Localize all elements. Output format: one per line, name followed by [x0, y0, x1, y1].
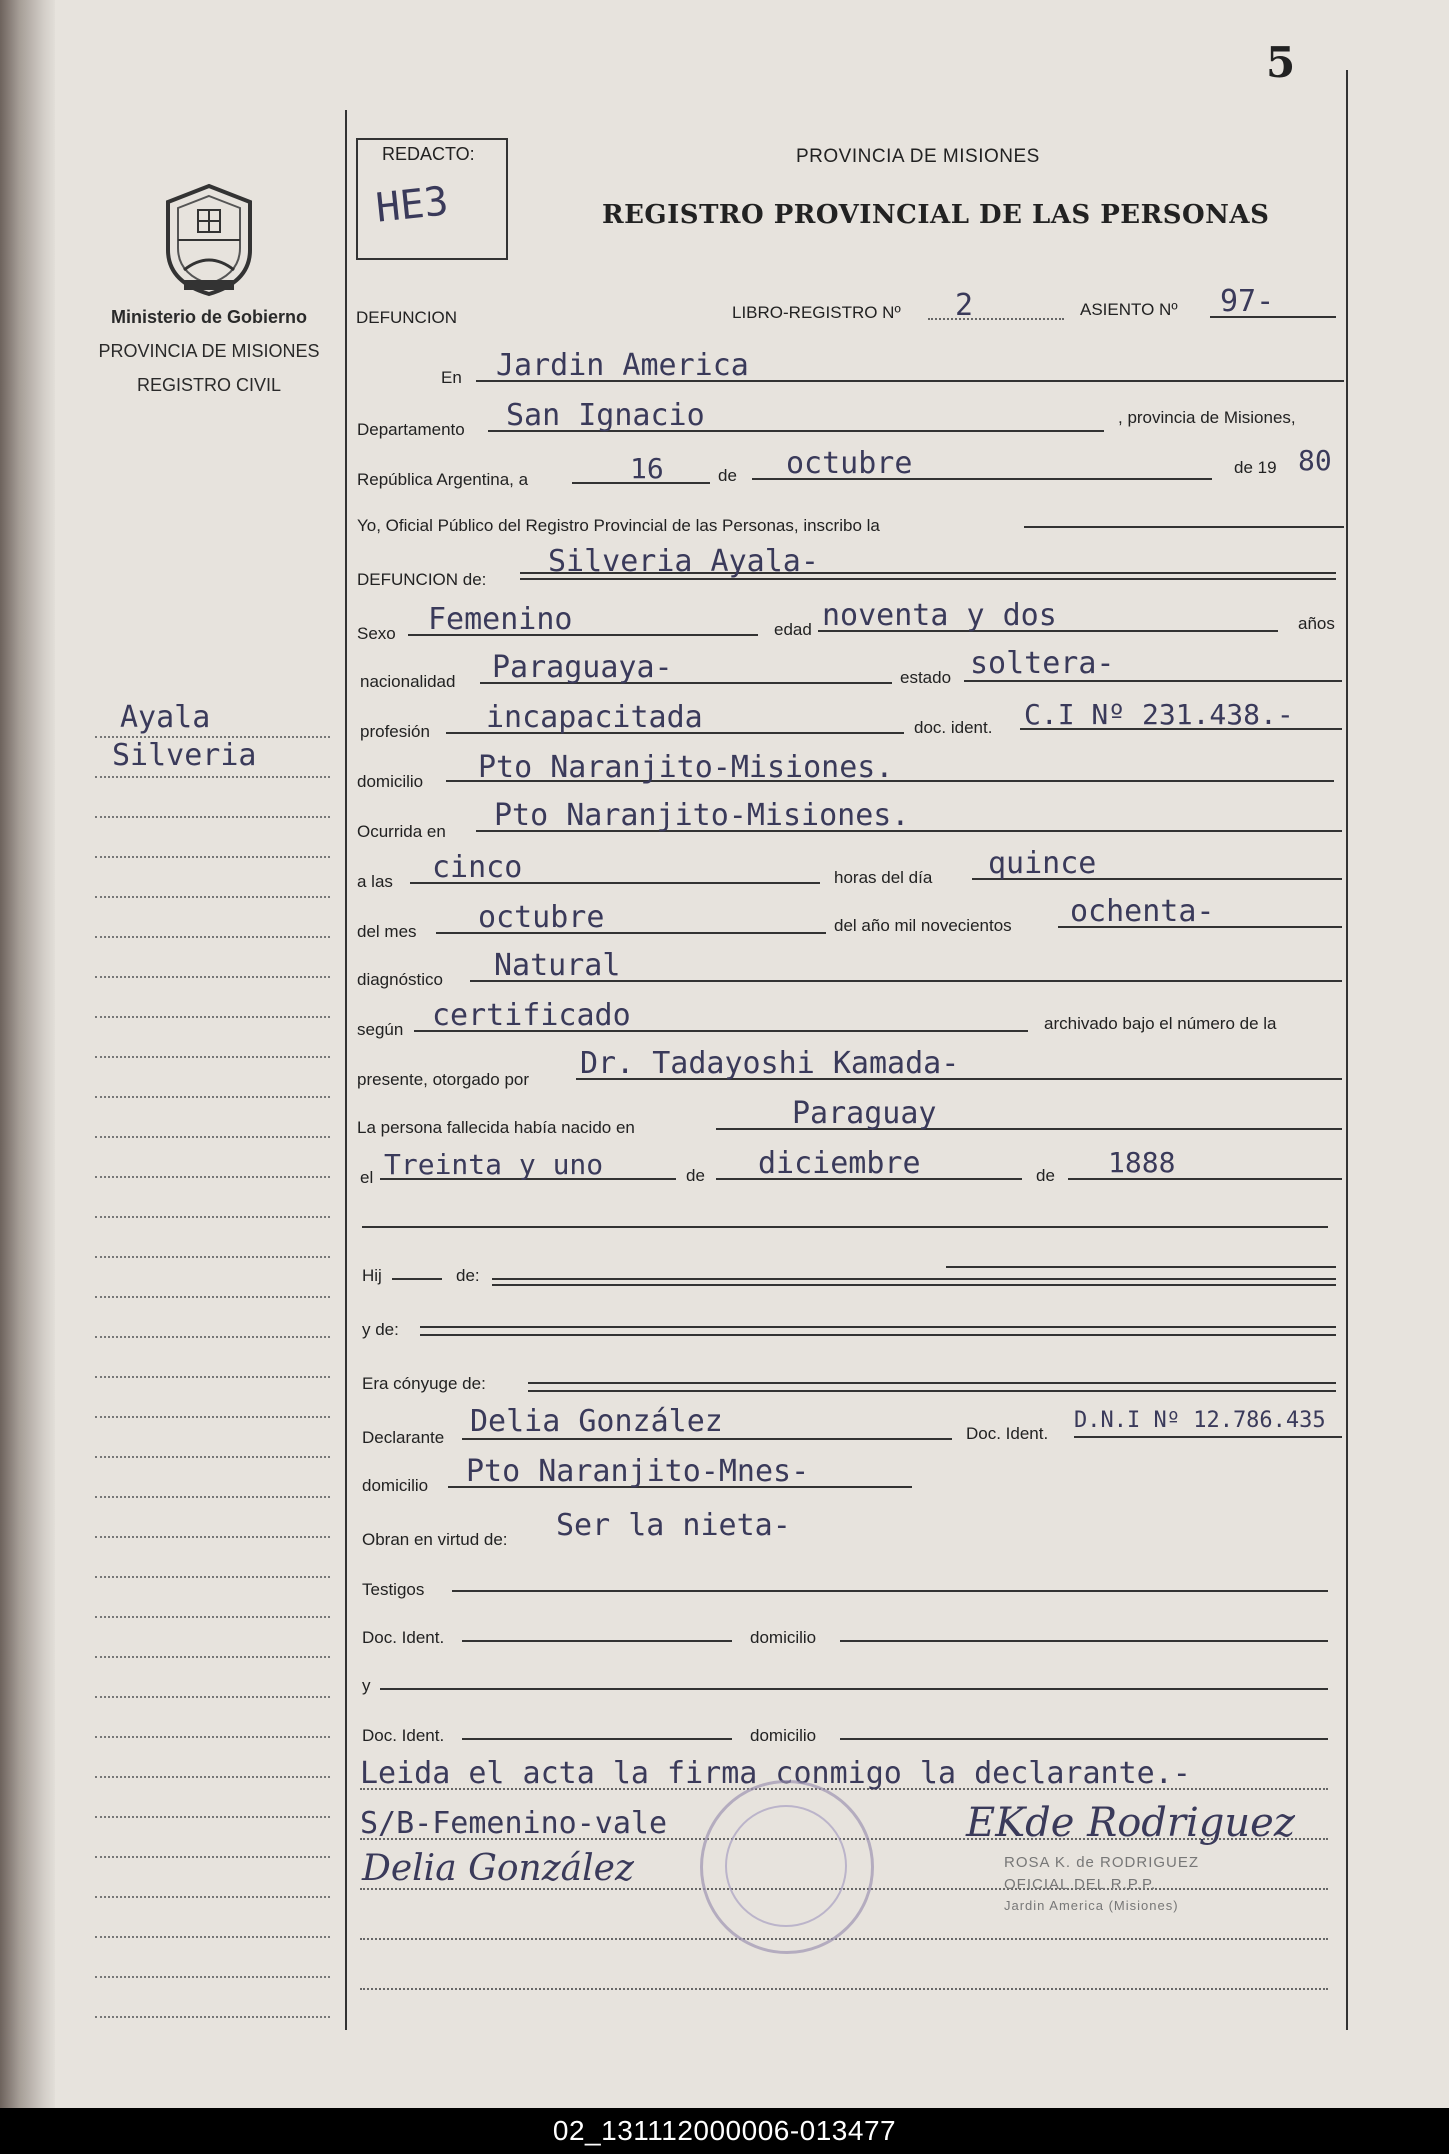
- testigo2-dom-label: domicilio: [750, 1726, 817, 1745]
- ocurrida-value: Pto Naranjito-Misiones.: [494, 798, 910, 833]
- testigo1-dom-label: domicilio: [750, 1628, 817, 1647]
- obran-value: Ser la nieta-: [556, 1508, 791, 1543]
- diagnostico-value: Natural: [494, 948, 621, 983]
- testigo1-doc-label: Doc. Ident.: [362, 1628, 445, 1647]
- official-stamp-line1: ROSA K. de RODRIGUEZ: [1004, 1854, 1200, 1871]
- en-value: Jardin America: [496, 348, 749, 383]
- domicilio-value: Pto Naranjito-Misiones.: [478, 750, 894, 785]
- hij-de-label: de:: [456, 1266, 480, 1285]
- mes-value: octubre: [478, 900, 605, 935]
- el-label: el: [360, 1168, 374, 1187]
- declarante-signature: Delia González: [362, 1848, 634, 1889]
- decl-dom-label: domicilio: [362, 1476, 429, 1495]
- testigo2-doc-label: Doc. Ident.: [362, 1726, 445, 1745]
- de-label: de: [718, 466, 737, 485]
- nac-anio-value: 1888: [1108, 1146, 1176, 1179]
- libro-value: 2: [955, 288, 974, 323]
- decl-doc-value: D.N.I Nº 12.786.435: [1074, 1408, 1326, 1433]
- estado-label: estado: [900, 668, 952, 687]
- a-las-value: cinco: [432, 850, 523, 885]
- republica-label: República Argentina, a: [357, 470, 529, 489]
- margin-surname: Ayala: [120, 700, 211, 735]
- el-value: Treinta y uno: [384, 1148, 604, 1181]
- profesion-label: profesión: [360, 722, 430, 741]
- declarante-value: Delia González: [470, 1404, 723, 1439]
- sexo-label: Sexo: [357, 624, 396, 643]
- presente-label: presente, otorgado por: [357, 1070, 530, 1089]
- edad-label: edad: [774, 620, 812, 639]
- page-number: 5: [1266, 38, 1296, 87]
- estado-value: soltera-: [970, 646, 1115, 681]
- libro-label: LIBRO-REGISTRO Nº: [732, 303, 901, 322]
- declarante-label: Declarante: [362, 1428, 445, 1447]
- province-label: PROVINCIA DE MISIONES: [98, 341, 320, 361]
- dia-value: quince: [988, 846, 1097, 881]
- presente-value: Dr. Tadayoshi Kamada-: [580, 1046, 960, 1081]
- year-label: de 19: [1234, 458, 1277, 477]
- domicilio-label: domicilio: [357, 772, 424, 791]
- margin-given-name: Silveria: [112, 738, 257, 773]
- anios-label: años: [1298, 614, 1335, 633]
- left-panel: [70, 180, 348, 402]
- departamento-label: Departamento: [357, 420, 465, 439]
- closing-line2: S/B-Femenino-vale: [360, 1806, 668, 1841]
- official-stamp-line2: OFICIAL DEL R.P.P.: [1004, 1876, 1157, 1893]
- closing-line1: Leida el acta la firma conmigo la declarante.-: [360, 1756, 1191, 1791]
- record-type-label: DEFUNCION: [356, 308, 458, 327]
- anio-mil-value: ochenta-: [1070, 894, 1215, 929]
- de2-label: de: [686, 1166, 705, 1185]
- hij-label: Hij: [362, 1266, 382, 1285]
- en-label: En: [441, 368, 462, 387]
- registry-stamp-icon: [700, 1780, 874, 1954]
- y-de-label: y de:: [362, 1320, 399, 1339]
- ocurrida-label: Ocurrida en: [357, 822, 446, 841]
- a-las-label: a las: [357, 872, 393, 891]
- official-stamp-line3: Jardin America (Misiones): [1004, 1898, 1179, 1913]
- asiento-label: ASIENTO Nº: [1080, 300, 1178, 319]
- testigos-label: Testigos: [362, 1580, 425, 1599]
- image-id-footer: 02_131112000006-013477: [0, 2108, 1449, 2154]
- defuncion-de-value: Silveria Ayala-: [548, 544, 819, 579]
- book-spine: [0, 0, 55, 2108]
- redacto-box: [356, 138, 508, 260]
- del-mes-label: del mes: [357, 922, 417, 941]
- official-signature: EKde Rodriguez: [966, 1800, 1295, 1846]
- horas-label: horas del día: [834, 868, 933, 887]
- header-province: PROVINCIA DE MISIONES: [796, 146, 1040, 167]
- decl-dom-value: Pto Naranjito-Mnes-: [466, 1454, 810, 1489]
- header-registry: REGISTRO PROVINCIAL DE LAS PERSONAS: [602, 200, 1270, 230]
- nacido-value: Paraguay: [792, 1096, 937, 1131]
- segun-value: certificado: [432, 998, 631, 1033]
- obran-label: Obran en virtud de:: [362, 1530, 508, 1549]
- defuncion-de-label: DEFUNCION de:: [357, 570, 487, 589]
- decl-doc-label: Doc. Ident.: [966, 1424, 1049, 1443]
- redacto-value: HE3: [373, 178, 451, 232]
- nac-mes-value: diciembre: [758, 1146, 921, 1181]
- asiento-value: 97-: [1220, 284, 1275, 319]
- profesion-value: incapacitada: [486, 700, 703, 735]
- sexo-value: Femenino: [428, 602, 573, 637]
- registry-label: REGISTRO CIVIL: [136, 375, 282, 395]
- departamento-value: San Ignacio: [506, 398, 705, 433]
- provincial-seal-icon: [154, 180, 264, 300]
- de3-label: de: [1036, 1166, 1055, 1185]
- archivado-label: archivado bajo el número de la: [1044, 1014, 1277, 1033]
- oficial-text: Yo, Oficial Público del Registro Provincial de las Personas, inscribo la: [357, 516, 880, 535]
- redacto-label: REDACTO:: [382, 144, 475, 164]
- day-value: 16: [630, 452, 664, 485]
- anio-mil-label: del año mil novecientos: [834, 916, 1012, 935]
- ministry-label: Ministerio de Gobierno: [110, 307, 307, 327]
- nacido-label: La persona fallecida había nacido en: [357, 1118, 635, 1137]
- provincia-label: , provincia de Misiones,: [1118, 408, 1296, 427]
- testigo-y-label: y: [362, 1676, 371, 1695]
- conyuge-label: Era cónyuge de:: [362, 1374, 486, 1393]
- diagnostico-label: diagnóstico: [357, 970, 444, 989]
- doc-ident-value: C.I Nº 231.438.-: [1024, 698, 1294, 731]
- month-value: octubre: [786, 446, 913, 481]
- doc-ident-label: doc. ident.: [914, 718, 993, 737]
- nacionalidad-value: Paraguaya-: [492, 650, 673, 685]
- edad-value: noventa y dos: [822, 598, 1057, 633]
- right-rule: [1346, 70, 1348, 2030]
- nacionalidad-label: nacionalidad: [360, 672, 456, 691]
- segun-label: según: [357, 1020, 404, 1039]
- year-value: 80: [1298, 444, 1332, 477]
